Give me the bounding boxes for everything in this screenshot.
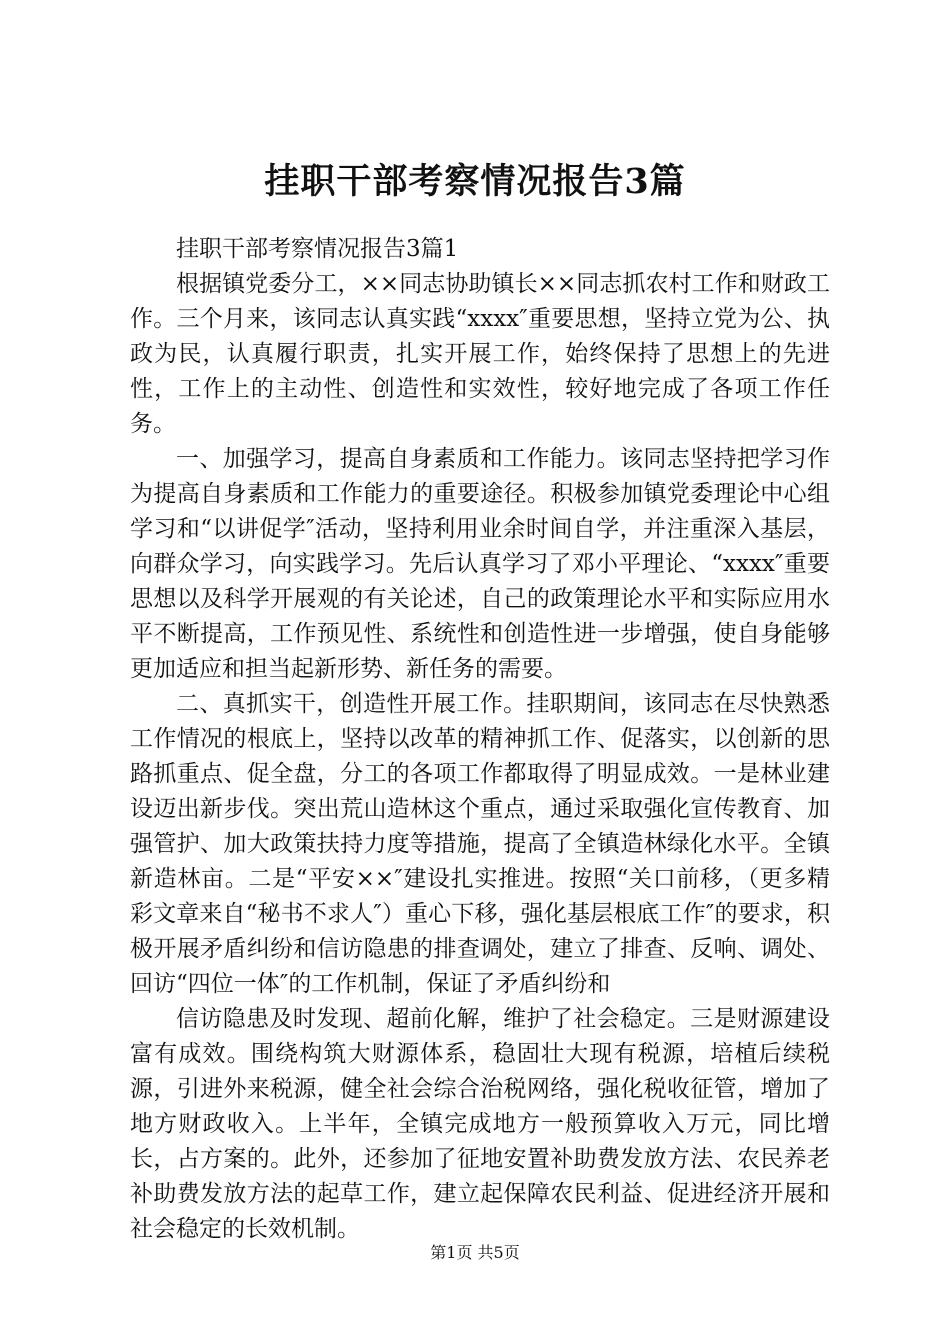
document-body	[130, 232, 830, 1247]
paragraph-work: 二、真抓实干，创造性开展工作。挂职期间，该同志在尽快熟悉工作情况的根底上，坚持以改革的精神抓工作、促落实，以创新的思路抓重点、促全盘，分工的各项工作都取得了明显成效。一是林业建设迈出新步伐。突出荒山造林这个重点，通过采取强化宣传教育、加强管护、加大政策扶持力度等措施，提高了全镇造林绿化水平。全镇新造林亩。二是“平安××″建设扎实推进。按照“关口前移，（更多精彩文章来自“秘书不求人″）重心下移，强化基层根底工作″的要求，积极开展矛盾纠纷和信访隐患的排查调处，建立了排查、反响、调处、回访“四位一体″的工作机制，保证了矛盾纠纷和	[130, 691, 830, 997]
paragraph-study: 一、加强学习，提高自身素质和工作能力。该同志坚持把学习作为提高自身素质和工作能力的重要途径。积极参加镇党委理论中心组学习和“以讲促学″活动，坚持利用业余时间自学，并注重深入基层，向群众学习，向实践学习。先后认真学习了邓小平理论、“xxxx″重要思想以及科学开展观的有关论述，自己的政策理论水平和实际应用水平不断提高，工作预见性、系统性和创造性进一步增强，使自身能够更加适应和担当起新形势、新任务的需要。	[130, 446, 830, 682]
page-footer: 第1页 共5页	[430, 1243, 520, 1262]
document-title: 挂职干部考察情况报告3篇	[264, 161, 686, 202]
section-heading: 挂职干部考察情况报告3篇1	[176, 236, 459, 262]
paragraph-intro: 根据镇党委分工，××同志协助镇长××同志抓农村工作和财政工作。三个月来，该同志认真实践“xxxx″重要思想，坚持立党为公、执政为民，认真履行职责，扎实开展工作，始终保持了思想上的先进性，工作上的主动性、创造性和实效性，较好地完成了各项工作任务。	[130, 271, 830, 437]
paragraph-finance: 信访隐患及时发现、超前化解，维护了社会稳定。三是财源建设富有成效。围绕构筑大财源体系，稳固壮大现有税源，培植后续税源，引进外来税源，健全社会综合治税网络，强化税收征管，增加了地方财政收入。上半年，全镇完成地方一般预算收入万元，同比增长，占方案的。此外，还参加了征地安置补助费发放方法、农民养老补助费发放方法的起草工作，建立起保障农民利益、促进经济开展和社会稳定的长效机制。	[130, 1006, 830, 1242]
